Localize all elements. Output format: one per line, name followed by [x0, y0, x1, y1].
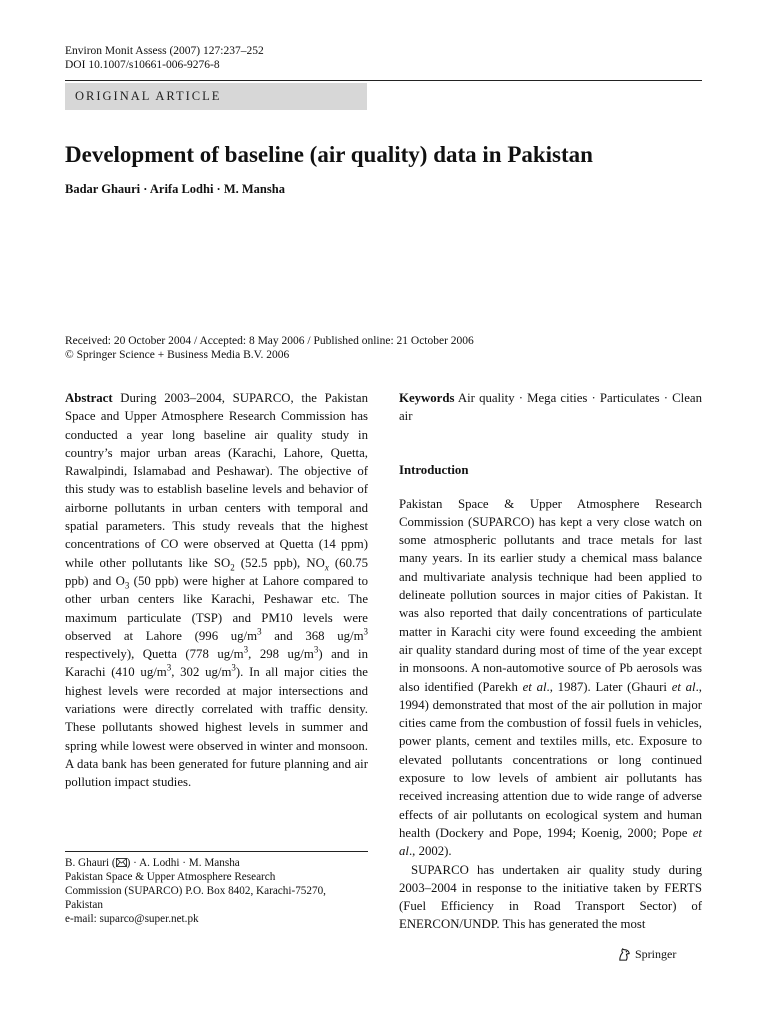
journal-header [65, 44, 264, 72]
keywords-label: Keywords [399, 391, 455, 405]
publisher-name: Springer [635, 947, 677, 961]
introduction-heading: Introduction [399, 462, 469, 477]
abstract-label: Abstract [65, 391, 113, 405]
paper-title: Development of baseline (air quality) data in Pakistan [65, 142, 593, 167]
footnote-email: e-mail: suparco@super.net.pk [65, 913, 199, 925]
journal-citation: Environ Monit Assess (2007) 127:237–252 [65, 45, 264, 57]
introduction-paragraph-1: Pakistan Space & Upper Atmosphere Research Commission (SUPARCO) has kept a very close watch on some atmospheric pollutants and trace metals for last many years. In its earlier study a chemical mass balance and multivariate analysis technique had been applied to delineate pollution sources in major cities of Pakistan. It was also reported that daily concentrations of particulate matter in Karachi city were found exceeding the ambient air quality standard during most of time of the year except in monsoons. A non-automotive source of Pb aerosols was also identified (Parekh et al., 1987). Later (Ghauri et al., 1994) demonstrated that most of the air pollution in major cities came from the combustion of fossil fuels in vehicles, power plants, cement and textiles mills, etc. Exposure to elevated pollutants concentrations or long continued exposure to low levels of ambient air pollutants has received increasing attention due to wide range of adverse effects of air pollutants on ecological system and human health (Dockery and Pope, 1994; Koenig, 2000; Pope et al., 2002). [399, 496, 703, 859]
footnote-affiliation-1: Pakistan Space & Upper Atmosphere Research [65, 871, 276, 883]
abstract: Abstract During 2003–2004, SUPARCO, the Pakistan Space and Upper Atmosphere Research Commission has conducted a year long baseline air quality study in country’s major urban areas (Karachi, Lahore, Quetta, Rawalpindi, Islamabad and Peshawar). The objective of this study was to establish baseline levels and behavior of airborne pollutants in urban centers with temporal and spatial parameters. This study reveals that the highest concentrations of CO were observed at Quetta (14 ppm) while other pollutants like $SO_2$ (52.5 ppb), $NO_x$ (60.75 ppb) and $O_3$ (50 ppb) were higher at Lahore compared to other urban centers like Karachi, Peshawar etc. The maximum particulate (TSP) and PM10 levels were observed at Lahore (996 $ug/m^3$ and 368 $ug/m^3$ respectively), Quetta (778 $ug/m^3$, 298 $ug/m^3$) and in Karachi (410 $ug/m^3$, 302 $ug/m^3$). In all major cities the highest levels were recorded at major intersections and variations were directly correlated with traffic density. These pollutants showed highest levels in summer and spring while lowest were observed in winter and monsoon. A data bank has been generated for future planning and air pollution impact studies. [65, 391, 369, 790]
right-column [399, 389, 702, 934]
footnote-names: B. Ghauri ( ) · A. Lodhi · M. Mansha [65, 857, 240, 869]
springer-horse-icon [617, 947, 632, 962]
left-column [65, 389, 368, 792]
author-footnote [65, 856, 368, 926]
author-list: Badar Ghauri · Arifa Lodhi · M. Mansha [65, 182, 285, 196]
header-rule [65, 80, 702, 81]
footnote-rule [65, 851, 368, 852]
copyright-line: © Springer Science + Business Media B.V. 2006 [65, 349, 290, 361]
article-type-banner: ORIGINAL ARTICLE [65, 83, 367, 110]
introduction-paragraph-2: SUPARCO has undertaken air quality study during 2003–2004 in response to the initiative taken by FERTS (Fuel Efficiency in Road Transport Sector) of ENERCON/UNDP. This has generated the most [399, 862, 702, 932]
footnote-affiliation-3: Pakistan [65, 899, 103, 911]
keywords-text: Air quality · Mega cities · Particulates · Clean air [399, 391, 702, 424]
publication-dates [65, 334, 474, 362]
envelope-icon [116, 858, 127, 867]
publication-history: Received: 20 October 2004 / Accepted: 8 May 2006 / Published online: 21 October 2006 [65, 335, 474, 347]
journal-doi: DOI 10.1007/s10661-006-9276-8 [65, 59, 220, 71]
publisher-mark [617, 946, 676, 962]
keywords [399, 389, 702, 426]
footnote-affiliation-2: Commission (SUPARCO) P.O. Box 8402, Karachi-75270, [65, 885, 326, 897]
